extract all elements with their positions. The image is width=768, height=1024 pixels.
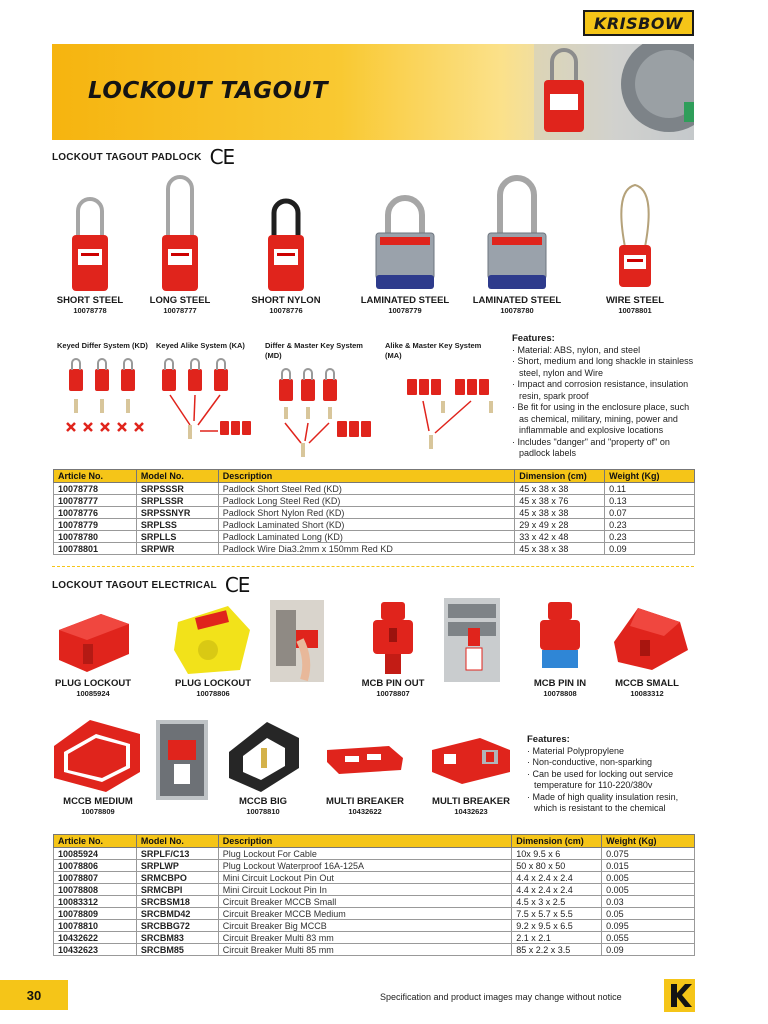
- description: Padlock Laminated Short (KD): [218, 519, 515, 531]
- dimension: 10x 9.5 x 6: [512, 848, 602, 860]
- model-no: SRCBM83: [136, 932, 218, 944]
- dimension: 7.5 x 5.7 x 5.5: [512, 908, 602, 920]
- alike-master-diagram: [385, 361, 497, 461]
- product-code: 10078806: [196, 689, 230, 698]
- column-header: Weight (Kg): [602, 835, 695, 848]
- table-header-row: [54, 470, 695, 483]
- product-short-nylon: [248, 175, 324, 315]
- product-code: 10078778: [73, 306, 107, 315]
- plug-lockout-usage-photo: [270, 600, 324, 682]
- model-no: SRPLSSR: [136, 495, 218, 507]
- table-row: [54, 860, 695, 872]
- product-name: MULTI BREAKER: [326, 796, 404, 807]
- electrical-spec-table: [53, 834, 695, 956]
- short-steel-padlock-image: [70, 175, 110, 295]
- product-name: MCCB BIG: [238, 796, 288, 807]
- feature-item: · Be fit for using in the enclosure place, such as chemical, military, mining, power and inflammable and explosive locations: [512, 402, 698, 437]
- article-no: 10078777: [54, 495, 137, 507]
- key-system-title: Keyed Alike System (KA): [156, 341, 245, 350]
- product-multi-breaker-83: [320, 730, 410, 816]
- model-no: SRPLLS: [136, 531, 218, 543]
- product-name: LONG STEEL: [149, 295, 211, 306]
- brand-name: KRISBOW: [593, 13, 684, 33]
- electrical-section-heading: [52, 575, 249, 595]
- weight: 0.23: [605, 531, 695, 543]
- feature-item: · Material Polypropylene: [527, 746, 697, 758]
- article-no: 10078807: [54, 872, 137, 884]
- features-list: [527, 746, 697, 815]
- table-row: [54, 932, 695, 944]
- product-long-steel: [142, 175, 218, 315]
- dimension: 4.4 x 2.4 x 2.4: [512, 872, 602, 884]
- column-header: Description: [218, 470, 515, 483]
- description: Padlock Long Steel Red (KD): [218, 495, 515, 507]
- article-no: 10078801: [54, 543, 137, 555]
- article-no: 10432622: [54, 932, 137, 944]
- product-laminated-steel-long: [470, 175, 564, 315]
- weight: 0.13: [605, 495, 695, 507]
- model-no: SRPLWP: [136, 860, 218, 872]
- description: Plug Lockout Waterproof 16A-125A: [218, 860, 511, 872]
- wire-steel-padlock-image: [615, 175, 655, 295]
- feature-item: · Impact and corrosion resistance, insulation resin, spark proof: [512, 379, 698, 402]
- laminated-long-padlock-image: [482, 175, 552, 295]
- hero-padlock-photo: [534, 44, 694, 140]
- model-no: SRMCBPO: [136, 872, 218, 884]
- table-row: [54, 908, 695, 920]
- plug-lockout-yellow-image: [168, 600, 258, 678]
- dimension: 85 x 2.2 x 3.5: [512, 944, 602, 956]
- ce-mark: CE: [224, 573, 250, 597]
- long-steel-padlock-image: [160, 175, 200, 295]
- description: Circuit Breaker Multi 85 mm: [218, 944, 511, 956]
- product-code: 10078810: [246, 807, 280, 816]
- ce-mark: CE: [209, 145, 235, 169]
- product-plug-lockout-cable: [50, 600, 136, 698]
- table-row: [54, 896, 695, 908]
- product-name: PLUG LOCKOUT: [175, 678, 251, 689]
- product-name: PLUG LOCKOUT: [55, 678, 131, 689]
- product-mcb-pin-in: [520, 598, 600, 698]
- weight: 0.095: [602, 920, 695, 932]
- table-row: [54, 531, 695, 543]
- feature-item: · Includes "danger" and "property of" on padlock labels: [512, 437, 698, 460]
- mcb-lockout-usage-photo: [444, 598, 500, 682]
- feature-item: · Non-conductive, non-sparking: [527, 757, 697, 769]
- padlock-section-heading: [52, 147, 234, 167]
- weight: 0.23: [605, 519, 695, 531]
- article-no: 10432623: [54, 944, 137, 956]
- column-header: Model No.: [136, 470, 218, 483]
- article-no: 10078809: [54, 908, 137, 920]
- description: Circuit Breaker MCCB Small: [218, 896, 511, 908]
- product-code: 10085924: [76, 689, 110, 698]
- weight: 0.11: [605, 483, 695, 495]
- footer-disclaimer: Specification and product images may change without notice: [380, 992, 622, 1002]
- product-mcb-pin-out: [350, 598, 436, 698]
- column-header: Article No.: [54, 470, 137, 483]
- product-code: 10078777: [163, 306, 197, 315]
- article-no: 10078810: [54, 920, 137, 932]
- description: Padlock Wire Dia3.2mm x 150mm Red KD: [218, 543, 515, 555]
- product-plug-lockout-waterproof: [168, 600, 258, 698]
- page-title: LOCKOUT TAGOUT: [88, 78, 329, 104]
- key-system-kd: [57, 341, 149, 456]
- table-row: [54, 519, 695, 531]
- dimension: 45 x 38 x 38: [515, 507, 605, 519]
- description: Circuit Breaker Big MCCB: [218, 920, 511, 932]
- product-code: 10078808: [543, 689, 577, 698]
- product-code: 10078780: [500, 306, 534, 315]
- model-no: SRPLSS: [136, 519, 218, 531]
- features-title: Features:: [512, 333, 555, 344]
- model-no: SRCBBG72: [136, 920, 218, 932]
- dimension: 45 x 38 x 76: [515, 495, 605, 507]
- table-row: [54, 884, 695, 896]
- table-row: [54, 543, 695, 555]
- product-code: 10078809: [81, 807, 115, 816]
- column-header: Description: [218, 835, 511, 848]
- hero-banner: [52, 44, 694, 140]
- features-list: [512, 345, 698, 460]
- key-system-title: Keyed Differ System (KD): [57, 341, 148, 350]
- column-header: Model No.: [136, 835, 218, 848]
- dimension: 33 x 42 x 48: [515, 531, 605, 543]
- product-wire-steel: [600, 175, 670, 315]
- dimension: 50 x 80 x 50: [512, 860, 602, 872]
- mccb-usage-photo: [156, 720, 208, 800]
- column-header: Weight (Kg): [605, 470, 695, 483]
- product-laminated-steel-short: [360, 175, 450, 315]
- product-name: LAMINATED STEEL: [472, 295, 562, 306]
- table-row: [54, 920, 695, 932]
- description: Padlock Short Steel Red (KD): [218, 483, 515, 495]
- weight: 0.005: [602, 872, 695, 884]
- dimension: 45 x 38 x 38: [515, 483, 605, 495]
- table-row: [54, 495, 695, 507]
- table-row: [54, 848, 695, 860]
- electrical-heading-text: LOCKOUT TAGOUT ELECTRICAL: [52, 579, 217, 591]
- dimension: 4.4 x 2.4 x 2.4: [512, 884, 602, 896]
- mccb-small-image: [604, 592, 690, 678]
- column-header: Article No.: [54, 835, 137, 848]
- table-header-row: [54, 835, 695, 848]
- weight: 0.09: [605, 543, 695, 555]
- article-no: 10078778: [54, 483, 137, 495]
- key-system-ma: [385, 341, 497, 466]
- product-short-steel: [52, 175, 128, 315]
- product-name: MCCB SMALL: [615, 678, 679, 689]
- weight: 0.05: [602, 908, 695, 920]
- plug-lockout-red-image: [53, 600, 133, 678]
- column-header: Dimension (cm): [515, 470, 605, 483]
- product-multi-breaker-85: [428, 724, 514, 816]
- section-divider: [52, 566, 694, 567]
- product-code: 10078801: [618, 306, 652, 315]
- dimension: 29 x 49 x 28: [515, 519, 605, 531]
- product-name: SHORT STEEL: [56, 295, 124, 306]
- product-name: WIRE STEEL: [605, 295, 665, 306]
- article-no: 10078780: [54, 531, 137, 543]
- short-nylon-padlock-image: [266, 175, 306, 295]
- key-system-title: Differ & Master Key System (MD): [265, 341, 363, 360]
- description: Circuit Breaker Multi 83 mm: [218, 932, 511, 944]
- dimension: 9.2 x 9.5 x 6.5: [512, 920, 602, 932]
- multi-breaker-85-image: [428, 724, 514, 796]
- feature-item: · Made of high quality insulation resin, which is resistant to the chemical: [527, 792, 697, 815]
- model-no: SRPSSSR: [136, 483, 218, 495]
- weight: 0.03: [602, 896, 695, 908]
- article-no: 10083312: [54, 896, 137, 908]
- dimension: 45 x 38 x 38: [515, 543, 605, 555]
- weight: 0.005: [602, 884, 695, 896]
- article-no: 10078808: [54, 884, 137, 896]
- product-code: 10078776: [269, 306, 303, 315]
- article-no: 10078779: [54, 519, 137, 531]
- model-no: SRPSSNYR: [136, 507, 218, 519]
- key-system-md: [265, 341, 375, 466]
- description: Padlock Short Nylon Red (KD): [218, 507, 515, 519]
- description: Mini Circuit Lockout Pin In: [218, 884, 511, 896]
- product-mccb-big: [222, 712, 304, 816]
- table-row: [54, 872, 695, 884]
- description: Circuit Breaker MCCB Medium: [218, 908, 511, 920]
- column-header: Dimension (cm): [512, 835, 602, 848]
- mcb-pin-in-image: [530, 598, 590, 678]
- keyed-alike-diagram: [156, 351, 252, 451]
- table-row: [54, 483, 695, 495]
- product-code: 10432622: [348, 807, 382, 816]
- model-no: SRPWR: [136, 543, 218, 555]
- weight: 0.09: [602, 944, 695, 956]
- weight: 0.055: [602, 932, 695, 944]
- model-no: SRPLF/C13: [136, 848, 218, 860]
- padlock-spec-table: [53, 469, 695, 555]
- model-no: SRMCBPI: [136, 884, 218, 896]
- product-name: MCB PIN OUT: [361, 678, 425, 689]
- model-no: SRCBMD42: [136, 908, 218, 920]
- article-no: 10078776: [54, 507, 137, 519]
- padlock-features: [512, 333, 698, 460]
- product-mccb-medium: [50, 712, 146, 816]
- product-name: SHORT NYLON: [251, 295, 321, 306]
- product-name: MULTI BREAKER: [432, 796, 510, 807]
- mccb-big-image: [223, 712, 303, 796]
- description: Mini Circuit Lockout Pin Out: [218, 872, 511, 884]
- differ-master-diagram: [265, 361, 375, 461]
- weight: 0.015: [602, 860, 695, 872]
- key-system-ka: [156, 341, 252, 456]
- article-no: 10078806: [54, 860, 137, 872]
- model-no: SRCBM85: [136, 944, 218, 956]
- keyed-differ-diagram: [57, 351, 149, 451]
- article-no: 10085924: [54, 848, 137, 860]
- multi-breaker-83-image: [323, 730, 407, 796]
- feature-item: · Short, medium and long shackle in stainless steel, nylon and Wire: [512, 356, 698, 379]
- laminated-short-padlock-image: [370, 175, 440, 295]
- feature-item: · Can be used for locking out service temperature for 110-220/380v: [527, 769, 697, 792]
- electrical-features: [527, 734, 697, 815]
- table-row: [54, 944, 695, 956]
- features-title: Features:: [527, 734, 570, 745]
- weight: 0.075: [602, 848, 695, 860]
- padlock-heading-text: LOCKOUT TAGOUT PADLOCK: [52, 151, 202, 163]
- product-code: 10432623: [454, 807, 488, 816]
- product-name: LAMINATED STEEL: [360, 295, 450, 306]
- product-name: MCCB MEDIUM: [63, 796, 133, 807]
- model-no: SRCBSM18: [136, 896, 218, 908]
- feature-item: · Material: ABS, nylon, and steel: [512, 345, 698, 357]
- product-code: 10078807: [376, 689, 410, 698]
- k-logo-icon: [664, 979, 695, 1012]
- key-system-title: Alike & Master Key System (MA): [385, 341, 482, 360]
- weight: 0.07: [605, 507, 695, 519]
- mccb-medium-image: [50, 712, 146, 796]
- product-name: MCB PIN IN: [533, 678, 587, 689]
- description: Padlock Laminated Long (KD): [218, 531, 515, 543]
- page-number: 30: [0, 980, 68, 1010]
- product-code: 10078779: [388, 306, 422, 315]
- mcb-pin-out-image: [363, 598, 423, 678]
- dimension: 2.1 x 2.1: [512, 932, 602, 944]
- krisbow-logo: [583, 10, 694, 36]
- description: Plug Lockout For Cable: [218, 848, 511, 860]
- table-row: [54, 507, 695, 519]
- product-code: 10083312: [630, 689, 664, 698]
- product-mccb-small: [602, 592, 692, 698]
- dimension: 4.5 x 3 x 2.5: [512, 896, 602, 908]
